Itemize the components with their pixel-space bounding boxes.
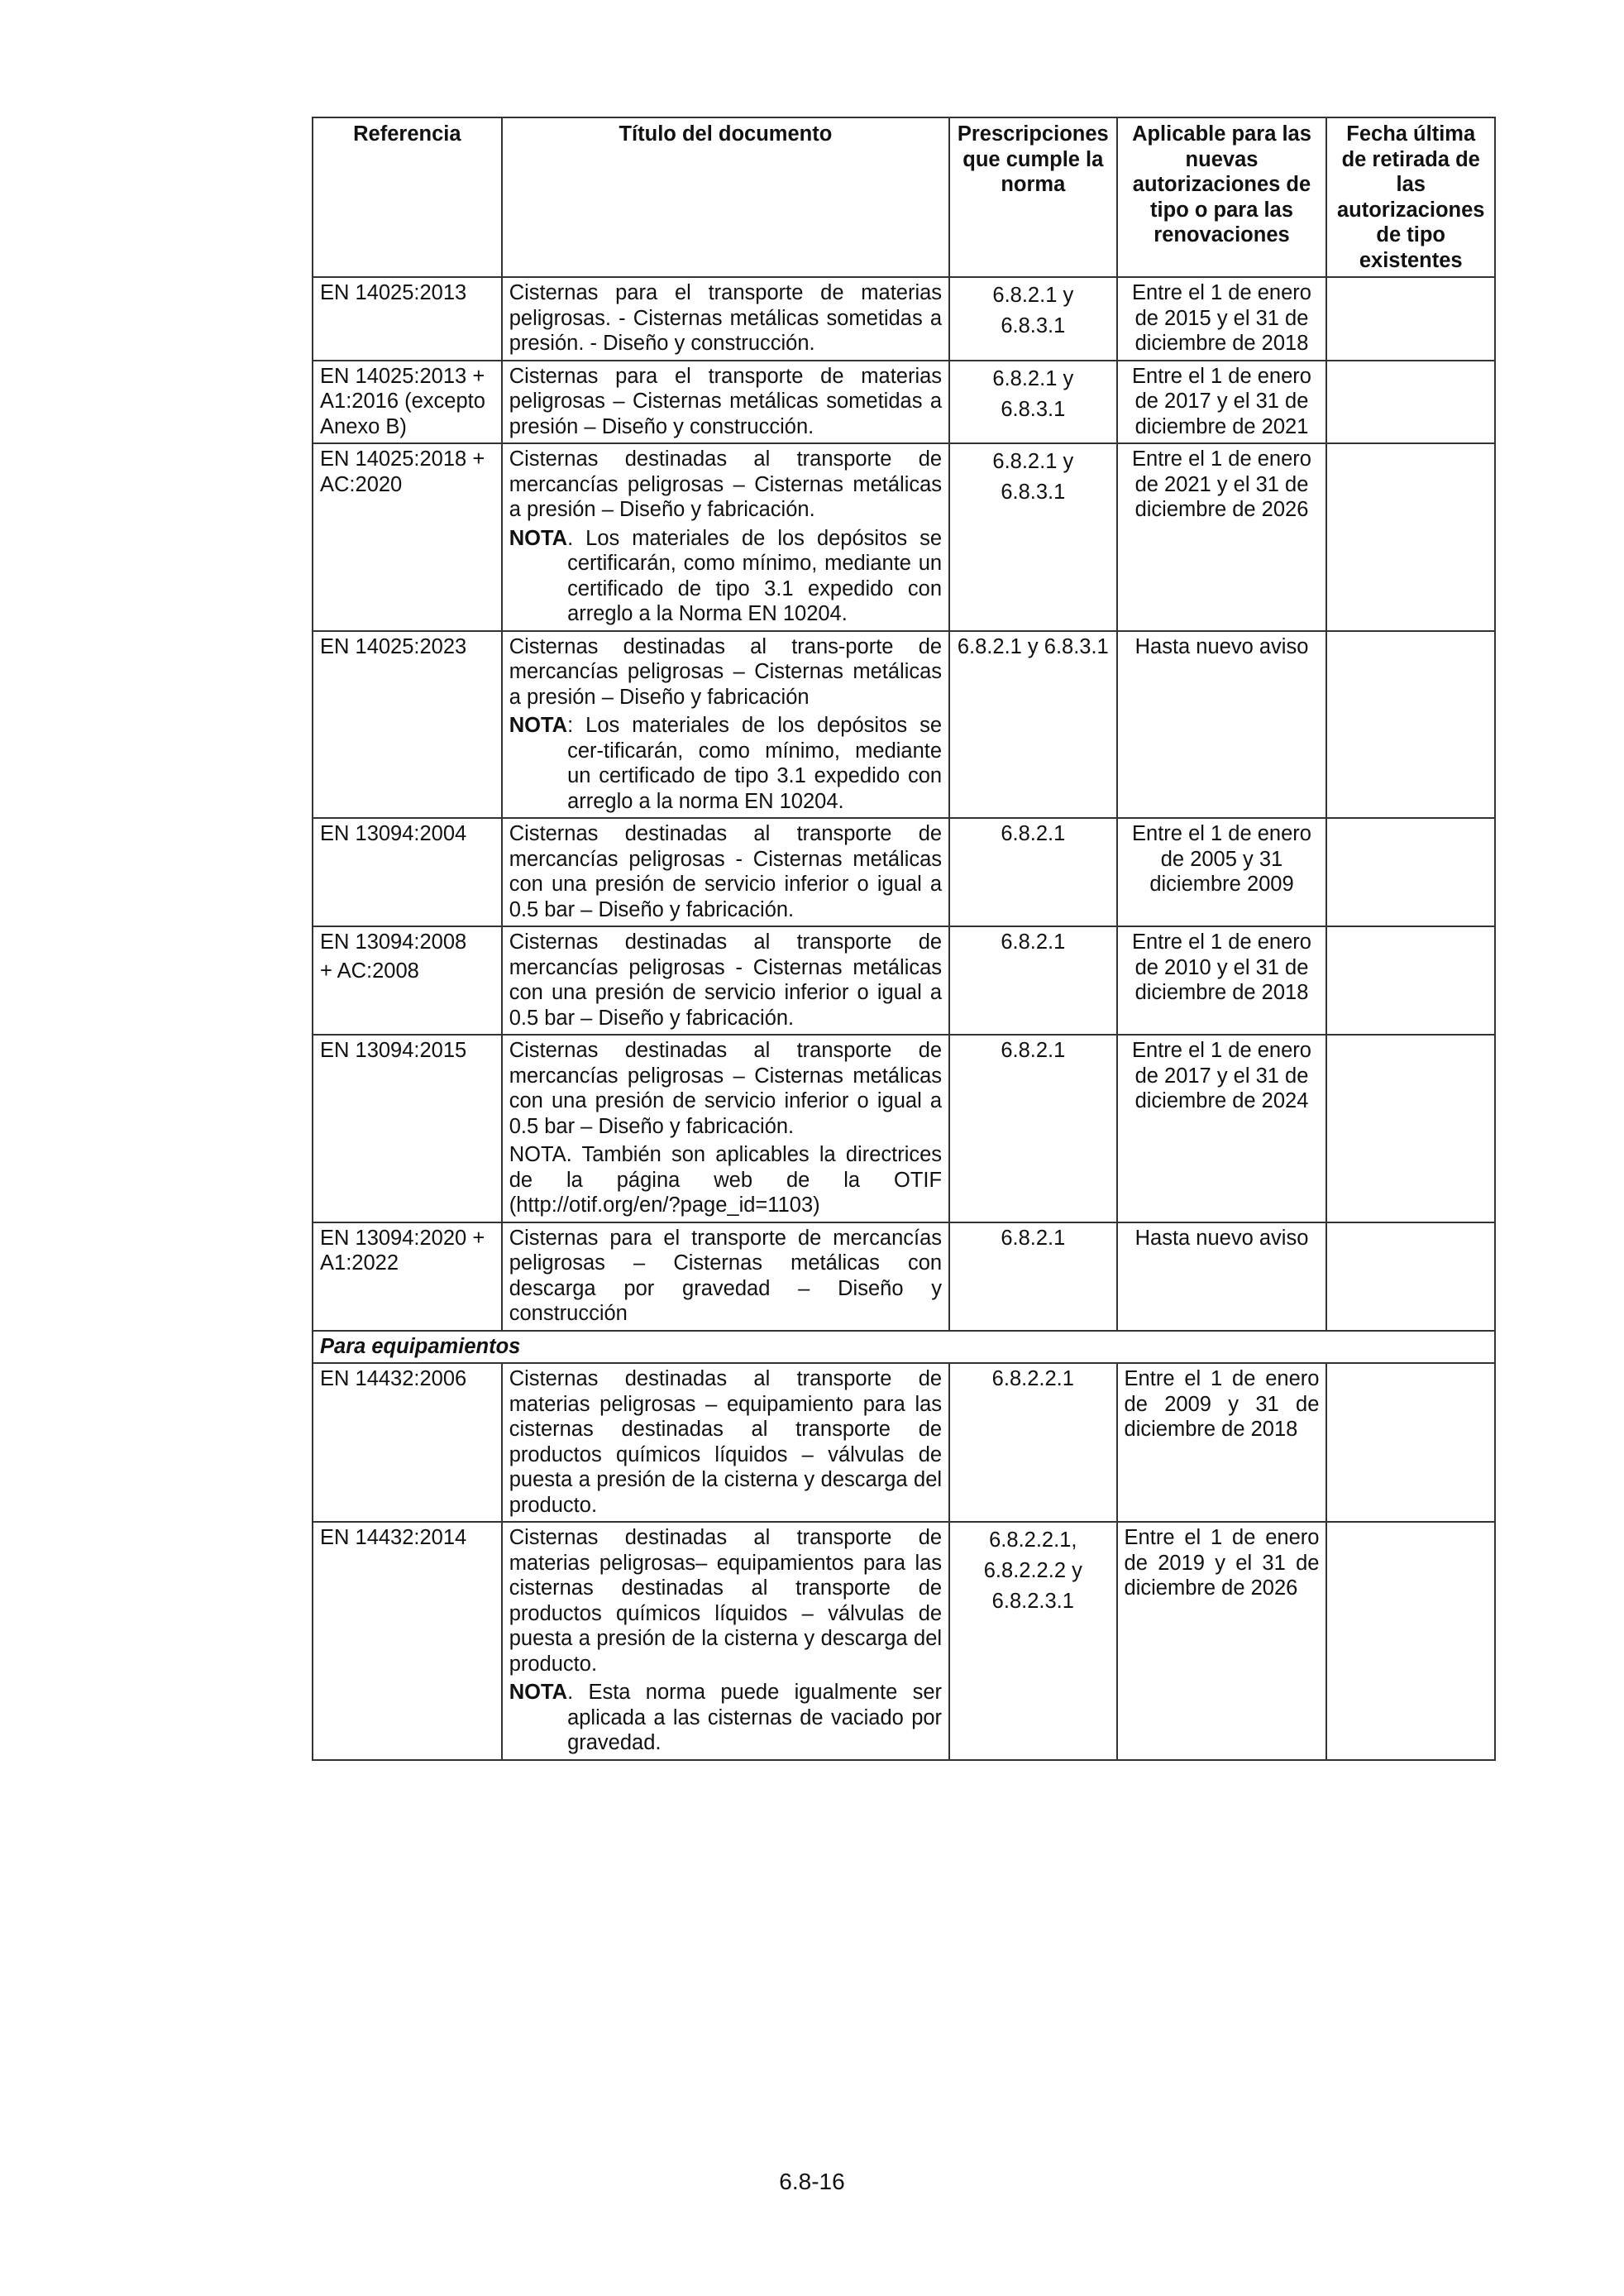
pres-line: 6.8.2.1 y (992, 450, 1074, 473)
cell-aplicable: Entre el 1 de enero de 2017 y el 31 de diciembre de 2024 (1117, 1035, 1327, 1222)
cell-prescripciones: 6.8.2.1 (949, 1222, 1116, 1331)
note (509, 1680, 942, 1756)
header-aplicable: Aplicable para las nuevas autorizaciones de tipo o para las renovaciones (1117, 117, 1327, 277)
note-text: NOTA. También son aplicables la directrices de la página web de la OTIF (http://otif.org/en/?page_id=1103) (509, 1143, 943, 1217)
cell-titulo (502, 631, 949, 819)
cell-prescripciones: 6.8.2.1 (949, 818, 1116, 926)
title-text: Cisternas destinadas al transporte de mercancías peligrosas – Cisternas metálicas a presión – Diseño y fabricación. (509, 447, 943, 521)
cell-fecha (1326, 1363, 1495, 1522)
table-row (313, 361, 1495, 444)
cell-prescripciones: 6.8.2.1 (949, 926, 1116, 1035)
pres-line: 6.8.2.3.1 (991, 1590, 1074, 1613)
note-label: NOTA (509, 714, 568, 737)
cell-fecha (1326, 443, 1495, 631)
cell-fecha (1326, 1222, 1495, 1331)
table-row (313, 1522, 1495, 1760)
title-text: Cisternas destinadas al transporte de materias peligrosas– equipamientos para las cisternas destinadas al transporte de productos químicos líquidos – válvulas de puesta a presión de la cisterna y descarga del producto. (509, 1526, 943, 1676)
cell-aplicable: Entre el 1 de enero de 2010 y el 31 de diciembre de 2018 (1117, 926, 1327, 1035)
cell-prescripciones (949, 277, 1116, 361)
cell-fecha (1326, 277, 1495, 361)
header-fecha: Fecha última de retirada de las autorizaciones de tipo existentes (1326, 117, 1495, 277)
cell-referencia: EN 14025:2013 (313, 277, 502, 361)
cell-fecha (1326, 631, 1495, 819)
cell-referencia: EN 14025:2018 + AC:2020 (313, 443, 502, 631)
table-row (313, 443, 1495, 631)
cell-aplicable: Entre el 1 de enero de 2017 y el 31 de diciembre de 2021 (1117, 361, 1327, 444)
cell-aplicable: Entre el 1 de enero de 2009 y 31 de diciembre de 2018 (1117, 1363, 1327, 1522)
cell-referencia (313, 926, 502, 1035)
note-text: . Los materiales de los depósitos se certificarán, como mínimo, mediante un certificado de tipo 3.1 expedido con arreglo a la Norma EN 10204. (567, 526, 943, 625)
cell-aplicable: Hasta nuevo aviso (1117, 631, 1327, 819)
cell-titulo: Cisternas para el transporte de materias peligrosas. - Cisternas metálicas sometidas a presión. - Diseño y construcción. (502, 277, 949, 361)
cell-aplicable: Entre el 1 de enero de 2015 y el 31 de diciembre de 2018 (1117, 277, 1327, 361)
standards-table (312, 117, 1496, 1761)
cell-aplicable: Hasta nuevo aviso (1117, 1222, 1327, 1331)
ref-line: + AC:2008 (320, 959, 419, 983)
pres-line: 6.8.2.2.2 y (983, 1559, 1082, 1582)
cell-prescripciones (949, 361, 1116, 444)
section-row (313, 1331, 1495, 1364)
table-row (313, 631, 1495, 819)
title-text: Cisternas destinadas al trans-porte de mercancías peligrosas – Cisternas metálicas a presión – Diseño y fabricación (509, 634, 943, 709)
table-row (313, 926, 1495, 1035)
table-row (313, 818, 1495, 926)
cell-aplicable: Entre el 1 de enero de 2019 y el 31 de diciembre de 2026 (1117, 1522, 1327, 1760)
cell-titulo: Cisternas destinadas al transporte de mercancías peligrosas - Cisternas metálicas con una presión de servicio inferior o igual a 0.5 bar – Diseño y fabricación. (502, 926, 949, 1035)
pres-line: 6.8.2.1 y (992, 284, 1074, 307)
pres-line: 6.8.3.1 (1001, 397, 1066, 421)
cell-fecha (1326, 361, 1495, 444)
cell-referencia: EN 14432:2014 (313, 1522, 502, 1760)
cell-titulo (502, 443, 949, 631)
section-heading: Para equipamientos (313, 1331, 1495, 1364)
note-text: . Esta norma puede igualmente ser aplicada a las cisternas de vaciado por gravedad. (567, 1681, 943, 1754)
pres-line: 6.8.3.1 (1001, 481, 1066, 504)
cell-referencia: EN 14432:2006 (313, 1363, 502, 1522)
cell-fecha (1326, 926, 1495, 1035)
cell-titulo: Cisternas para el transporte de materias peligrosas – Cisternas metálicas sometidas a presión – Diseño y construcción. (502, 361, 949, 444)
header-referencia: Referencia (313, 117, 502, 277)
note-label: NOTA (509, 526, 568, 550)
cell-referencia: EN 14025:2023 (313, 631, 502, 819)
page-number: 6.8-16 (779, 2169, 845, 2194)
cell-aplicable: Entre el 1 de enero de 2021 y el 31 de diciembre de 2026 (1117, 443, 1327, 631)
cell-titulo (502, 1522, 949, 1760)
pres-line: 6.8.2.2.1, (989, 1528, 1077, 1552)
title-text: Cisternas destinadas al transporte de mercancías peligrosas – Cisternas metálicas con una presión de servicio inferior o igual a 0.5 bar – Diseño y fabricación. (509, 1039, 943, 1138)
cell-aplicable: Entre el 1 de enero de 2005 y 31 diciembre 2009 (1117, 818, 1327, 926)
cell-fecha (1326, 818, 1495, 926)
ref-line: EN 13094:2008 (320, 930, 467, 954)
cell-referencia: EN 13094:2020 + A1:2022 (313, 1222, 502, 1331)
table-row (313, 1363, 1495, 1522)
cell-titulo: Cisternas destinadas al transporte de materias peligrosas – equipamiento para las cisternas destinadas al transporte de productos químicos líquidos – válvulas de puesta a presión de la cisterna y descarga del producto. (502, 1363, 949, 1522)
table-row (313, 1035, 1495, 1222)
cell-prescripciones (949, 443, 1116, 631)
pres-line: 6.8.3.1 (1001, 314, 1066, 337)
table-header-row (313, 117, 1495, 277)
note (509, 526, 942, 627)
header-prescripciones: Prescripciones que cumple la norma (949, 117, 1116, 277)
cell-titulo: Cisternas destinadas al transporte de mercancías peligrosas - Cisternas metálicas con una presión de servicio inferior o igual a 0.5 bar – Diseño y fabricación. (502, 818, 949, 926)
cell-prescripciones: 6.8.2.1 y 6.8.3.1 (949, 631, 1116, 819)
note (509, 713, 942, 814)
cell-referencia: EN 14025:2013 + A1:2016 (excepto Anexo B) (313, 361, 502, 444)
note-text: : Los materiales de los depósitos se cer-tificarán, como mínimo, mediante un certificado de tipo 3.1 expedido con arreglo a la norma EN 10204. (567, 714, 943, 813)
pres-line: 6.8.2.1 y (992, 366, 1074, 390)
cell-titulo (502, 1035, 949, 1222)
table-row (313, 1222, 1495, 1331)
table-row (313, 277, 1495, 361)
cell-prescripciones (949, 1522, 1116, 1760)
cell-fecha (1326, 1522, 1495, 1760)
cell-prescripciones: 6.8.2.2.1 (949, 1363, 1116, 1522)
cell-fecha (1326, 1035, 1495, 1222)
cell-referencia: EN 13094:2015 (313, 1035, 502, 1222)
cell-referencia: EN 13094:2004 (313, 818, 502, 926)
header-titulo: Título del documento (502, 117, 949, 277)
cell-prescripciones: 6.8.2.1 (949, 1035, 1116, 1222)
cell-titulo: Cisternas para el transporte de mercancías peligrosas – Cisternas metálicas con descarga por gravedad – Diseño y construcción (502, 1222, 949, 1331)
note-label: NOTA (509, 1681, 568, 1704)
